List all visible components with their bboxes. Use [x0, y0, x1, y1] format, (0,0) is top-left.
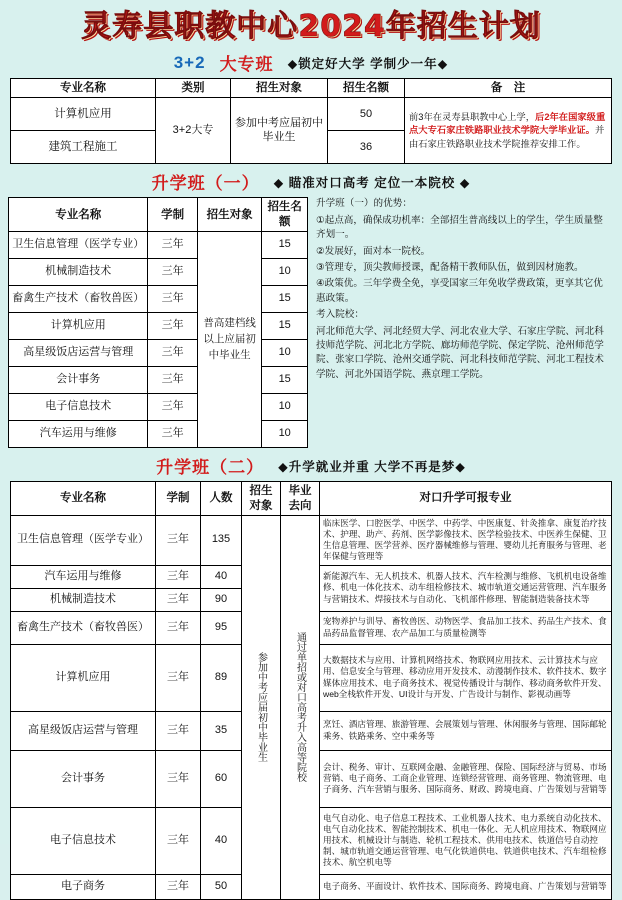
- cell-years: 三年: [156, 874, 201, 899]
- section3-header: [8, 453, 614, 478]
- table-row: [9, 286, 308, 313]
- cell-years: 三年: [156, 750, 201, 807]
- cell-years: 三年: [156, 515, 201, 565]
- cell-years: 三年: [156, 711, 201, 750]
- advantage-item: ④政策优。三年学费全免，享受国家三年免收学费政策，更享其它优惠政策。: [316, 278, 603, 304]
- admitted-schools-list: 河北师范大学、河北经贸大学、河北农业大学、石家庄学院、河北科技师范学院、河北北方学院、廊坊师范学院、保定学院、沧州师范学院、张家口学院、沧州交通学院、河北科技师范学院、河北工程技术学院、河北外国语学院、燕京理工学院。: [316, 325, 604, 380]
- advantage-item: ①起点高，确保成功机率：全部招生普高线以上的学生，学生质量整齐划一。: [316, 214, 603, 241]
- cell-count: 35: [201, 711, 242, 750]
- cell-target: [242, 515, 281, 899]
- section2-header: [8, 169, 614, 194]
- cell-quota: 10: [262, 259, 308, 286]
- table-header-row: [11, 79, 612, 98]
- cell-target: 普高建档线以上应届初中毕业生: [197, 232, 262, 448]
- cell-major: 计算机应用: [9, 313, 148, 340]
- col-category: 类别: [156, 79, 231, 98]
- cell-count: 89: [201, 644, 242, 711]
- section1-table-wrap: [8, 78, 614, 164]
- cell-pair-majors: 宠物养护与训导、畜牧兽医、动物医学、食品加工技术、药品生产技术、食品药品监督管理、农产品加工与质量检测等: [320, 611, 612, 644]
- table-row: [9, 259, 308, 286]
- advantages-title: 升学班（一）的优势：: [316, 198, 412, 210]
- table-header-row: [9, 198, 308, 232]
- section1-header: [8, 50, 614, 75]
- cell-major: 汽车运用与维修: [9, 421, 148, 448]
- target-vertical-text: 参加中考应届初中毕业生: [255, 652, 267, 763]
- cell-direction: [281, 515, 320, 899]
- cell-major: 计算机应用: [11, 98, 156, 131]
- cell-years: 三年: [148, 259, 197, 286]
- cell-major: 建筑工程施工: [11, 131, 156, 164]
- advantage-item: ②发展好，面对本一院校。: [316, 245, 431, 257]
- cell-major: 电子商务: [11, 874, 156, 899]
- col-target: 招生对象: [242, 482, 281, 516]
- cell-quota: 10: [262, 421, 308, 448]
- col-major: 专业名称: [11, 482, 156, 516]
- table-row: [9, 421, 308, 448]
- col-pair-majors: 对口升学可报专业: [320, 482, 612, 516]
- section2-body: [8, 197, 614, 448]
- cell-major: 计算机应用: [11, 644, 156, 711]
- cell-pair-majors: 烹饪、酒店管理、旅游管理、会展策划与管理、休闲服务与管理、国际邮轮乘务、铁路乘务、空中乘务等: [320, 711, 612, 750]
- cell-years: 三年: [148, 286, 197, 313]
- cell-years: 三年: [156, 807, 201, 874]
- col-quota: 招生名额: [262, 198, 308, 232]
- cell-count: 95: [201, 611, 242, 644]
- cell-pair-majors: 临床医学、口腔医学、中医学、中药学、中医康复、针灸推拿、康复治疗技术、护理、助产、药剂、医学影像技术、医学检验技术、中医养生保健、卫生信息管理、医学营养、医疗器械维修与管理、婴幼儿托育服务与管理、老年保健与管理等: [320, 515, 612, 565]
- cell-major: 电子信息技术: [9, 394, 148, 421]
- cell-major: 汽车运用与维修: [11, 565, 156, 588]
- cell-years: 三年: [148, 421, 197, 448]
- cell-major: 卫生信息管理（医学专业）: [9, 232, 148, 259]
- admitted-schools-label: 考入院校：: [316, 309, 364, 321]
- cell-years: 三年: [156, 565, 201, 588]
- cell-quota: 10: [262, 394, 308, 421]
- section3-heading: 升学班（二）: [156, 458, 265, 478]
- cell-pair-majors: 电子商务、平面设计、软件技术、国际商务、跨境电商、广告策划与营销等: [320, 874, 612, 899]
- banner: [8, 6, 614, 45]
- cell-quota: 15: [262, 286, 308, 313]
- cell-quota: 15: [262, 313, 308, 340]
- cell-quota: 15: [262, 232, 308, 259]
- cell-category: 3+2大专: [156, 98, 231, 164]
- cell-count: 40: [201, 565, 242, 588]
- cell-count: 135: [201, 515, 242, 565]
- cell-major: 会计事务: [11, 750, 156, 807]
- section2-tagline: ◆ 瞄准对口高考 定位一本院校 ◆: [273, 175, 471, 190]
- cell-years: 三年: [148, 232, 197, 259]
- section1-heading-right: 大专班: [219, 55, 274, 74]
- col-years: 学制: [148, 198, 197, 232]
- cell-major: 高星级饭店运营与管理: [11, 711, 156, 750]
- col-years: 学制: [156, 482, 201, 516]
- col-remark: 备 注: [405, 79, 612, 98]
- cell-count: 90: [201, 588, 242, 611]
- section2-heading: 升学班（一）: [151, 174, 260, 194]
- cell-major: 畜禽生产技术（畜牧兽医）: [9, 286, 148, 313]
- table-row: [11, 515, 612, 565]
- section1-tagline: ◆锁定好大学 学制少一年◆: [287, 56, 449, 71]
- cell-target: 参加中考应届初中毕业生: [231, 98, 328, 164]
- cell-major: 电子信息技术: [11, 807, 156, 874]
- section3-table-wrap: [8, 481, 614, 899]
- cell-quota: 50: [328, 98, 405, 131]
- col-major: 专业名称: [11, 79, 156, 98]
- remark-pre: 前3年在灵寿县职教中心上学，: [409, 111, 536, 122]
- col-quota: 招生名额: [328, 79, 405, 98]
- table-row: [11, 98, 612, 131]
- section3-tagline: ◆升学就业并重 大学不再是梦◆: [278, 459, 466, 474]
- cell-years: 三年: [148, 394, 197, 421]
- table-row: [9, 232, 308, 259]
- page-title: 灵寿县职教中心2024年招生计划: [81, 9, 541, 44]
- section1-table: [10, 78, 612, 164]
- cell-major: 畜禽生产技术（畜牧兽医）: [11, 611, 156, 644]
- cell-quota: 10: [262, 340, 308, 367]
- cell-years: 三年: [156, 644, 201, 711]
- cell-years: 三年: [148, 367, 197, 394]
- table-header-row: [11, 482, 612, 516]
- cell-pair-majors: 大数据技术与应用、计算机网络技术、物联网应用技术、云计算技术与应用、信息安全与管理、移动应用开发技术、动漫制作技术、软件技术、数字媒体应用技术、电子商务技术、视觉传播设计与制作、移动商务软件开发、web全栈软件开发、UI设计与开发、广告设计与制作、影视动画等: [320, 644, 612, 711]
- table-row: [9, 367, 308, 394]
- remark-post: 并由石家庄铁路职业技术学院推荐安排工作。: [409, 125, 605, 149]
- table-row: [9, 340, 308, 367]
- cell-years: 三年: [148, 340, 197, 367]
- cell-major: 卫生信息管理（医学专业）: [11, 515, 156, 565]
- section2-table: [8, 197, 308, 448]
- cell-pair-majors: 会计、税务、审计、互联网金融、金融管理、保险、国际经济与贸易、市场营销、电子商务、工商企业管理、连锁经营管理、商务管理、物流管理、电子商务、汽车营销与服务、国际商务、财政、跨境电商、广告策划与营销等: [320, 750, 612, 807]
- table-row: [9, 313, 308, 340]
- advantage-item: ③管理专，顶尖教师授课，配备精干教师队伍，做到因材施教。: [316, 261, 584, 273]
- col-target: 招生对象: [197, 198, 262, 232]
- cell-years: 三年: [148, 313, 197, 340]
- cell-major: 机械制造技术: [11, 588, 156, 611]
- cell-remark: [405, 98, 612, 164]
- direction-vertical-text: 通过单招或对口高考升入高等院校: [294, 632, 306, 783]
- cell-quota: 36: [328, 131, 405, 164]
- col-target: 招生对象: [231, 79, 328, 98]
- cell-major: 高星级饭店运营与管理: [9, 340, 148, 367]
- section2-table-wrap: [8, 197, 308, 448]
- cell-major: 机械制造技术: [9, 259, 148, 286]
- cell-pair-majors: 电气自动化、电子信息工程技术、工业机器人技术、电力系统自动化技术、电气自动化技术、智能控制技术、机电一体化、无人机应用技术、物联网应用技术、机械设计与制造、轮机工程技术、供用电技术、铁道信号自动控制、城市轨道交通运营管理、电气化铁道供电、铁道供电技术、汽车组检修技术、航空机电等: [320, 807, 612, 874]
- col-count: 人数: [201, 482, 242, 516]
- cell-count: 40: [201, 807, 242, 874]
- col-direction: 毕业去向: [281, 482, 320, 516]
- cell-years: 三年: [156, 611, 201, 644]
- section3-table: [10, 481, 612, 899]
- cell-major: 会计事务: [9, 367, 148, 394]
- remark-red: 后2年在国家级重点大专石家庄铁路职业技术学院大学毕业证。: [409, 111, 606, 136]
- cell-count: 60: [201, 750, 242, 807]
- cell-pair-majors: 新能源汽车、无人机技术、机器人技术、汽车检测与维修、飞机机电设备维修、机电一体化技术、动车组检修技术、城市轨道交通运营管理、汽车服务与营销技术、焊接技术与自动化、飞机部件修理、智能制造装备技术等: [320, 565, 612, 611]
- section2-advantages: [314, 197, 614, 448]
- table-row: [9, 394, 308, 421]
- cell-years: 三年: [156, 588, 201, 611]
- col-major: 专业名称: [9, 198, 148, 232]
- section1-heading-left: 3+2: [173, 52, 206, 72]
- cell-quota: 15: [262, 367, 308, 394]
- cell-count: 50: [201, 874, 242, 899]
